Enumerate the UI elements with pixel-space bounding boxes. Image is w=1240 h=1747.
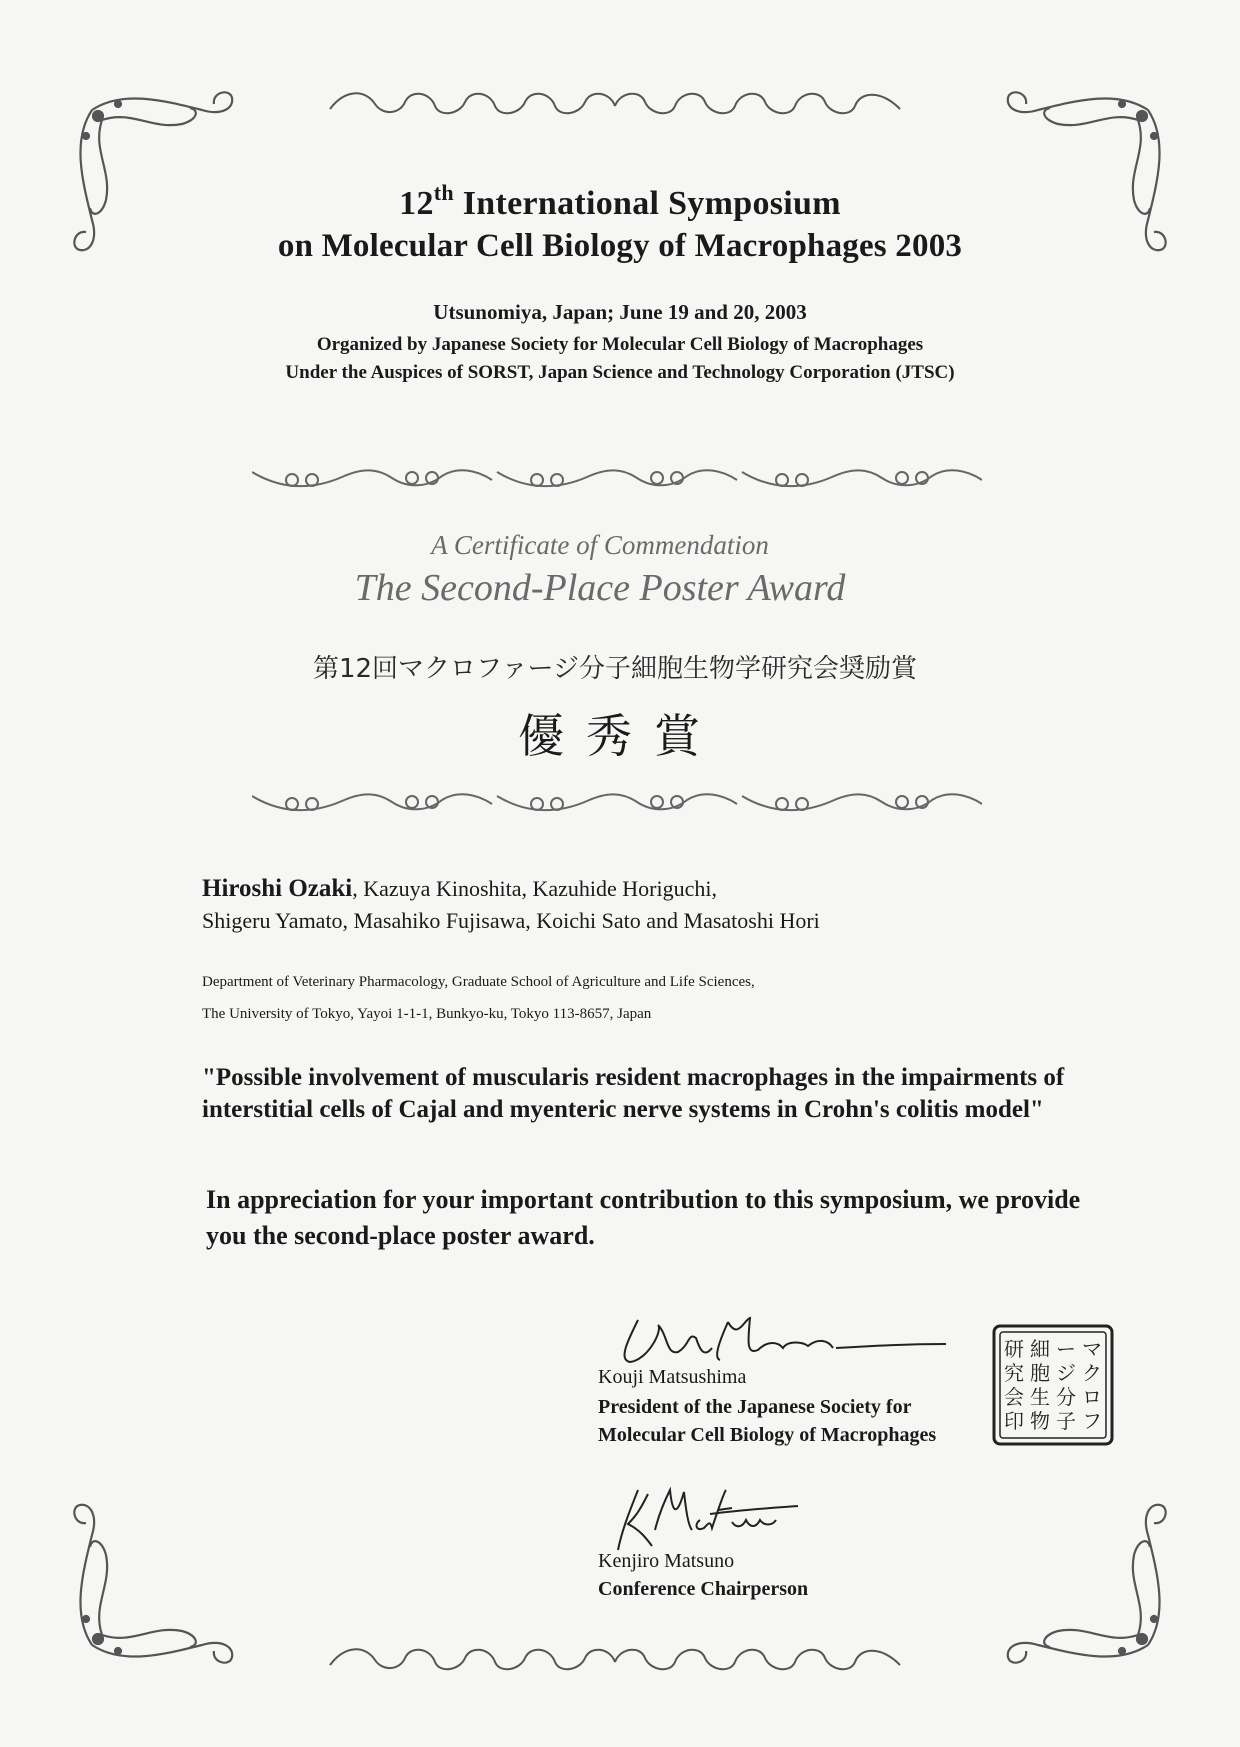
appreciation-statement: In appreciation for your important contribution to this symposium, we provide you the second-place poster award. [206, 1185, 1081, 1250]
award-japanese-title: 第12回マクロファージ分子細胞生物学研究会奨励賞 [312, 654, 918, 684]
svg-text:分: 分 [1056, 1385, 1076, 1409]
president-name: Kouji Matsushima [598, 1366, 747, 1388]
lead-author: Hiroshi Ozaki [202, 875, 353, 902]
scroll-divider-bottom [252, 786, 982, 816]
president-title-line1: President of the Japanese Society for [598, 1396, 912, 1418]
signature-president [608, 1310, 948, 1370]
poster-title: "Possible involvement of muscularis resident macrophages in the impairments of interstitial cells of Cajal and myenteric nerve systems in Crohn's colitis model" [202, 1064, 1065, 1123]
svg-text:ジ: ジ [1056, 1361, 1076, 1385]
symposium-title: 12th International Symposium [399, 180, 841, 222]
auspices-line: Under the Auspices of SORST, Japan Science and Technology Corporation (JTSC) [285, 362, 955, 383]
svg-text:研: 研 [1004, 1337, 1024, 1361]
symposium-title-line2: on Molecular Cell Biology of Macrophages 2003 [277, 228, 963, 264]
svg-text:印: 印 [1004, 1409, 1024, 1433]
svg-text:物: 物 [1030, 1409, 1050, 1433]
affiliation-line2: The University of Tokyo, Yayoi 1-1-1, Bunkyo-ku, Tokyo 113-8657, Japan [202, 1006, 652, 1022]
affiliation-line1: Department of Veterinary Pharmacology, Graduate School of Agriculture and Life Sciences, [202, 974, 755, 990]
svg-text:細: 細 [1030, 1337, 1050, 1361]
author-list-line2: Shigeru Yamato, Masahiko Fujisawa, Koichi Sato and Masatoshi Hori [202, 908, 820, 933]
scroll-divider-top [252, 462, 982, 492]
svg-text:生: 生 [1030, 1385, 1050, 1409]
award-japanese-prize: 優秀賞 [518, 709, 722, 763]
svg-text:ー: ー [1056, 1337, 1076, 1361]
president-title-line2: Molecular Cell Biology of Macrophages [598, 1424, 937, 1446]
svg-text:胞: 胞 [1030, 1361, 1050, 1385]
svg-text:究: 究 [1004, 1361, 1024, 1385]
author-list-line1: Hiroshi Ozaki, Kazuya Kinoshita, Kazuhide Horiguchi, [202, 875, 717, 902]
svg-text:ク: ク [1082, 1361, 1102, 1385]
venue-date: Utsunomiya, Japan; June 19 and 20, 2003 [433, 300, 807, 324]
organizer-line: Organized by Japanese Society for Molecular Cell Biology of Macrophages [316, 334, 924, 355]
corner-flourish-bottom-right [998, 1495, 1178, 1675]
corner-flourish-bottom-left [62, 1495, 242, 1675]
chairperson-title: Conference Chairperson [598, 1578, 809, 1600]
official-seal-stamp [990, 1322, 1116, 1448]
svg-text:フ: フ [1082, 1409, 1102, 1433]
swirl-border-bottom [325, 1640, 905, 1680]
swirl-border-top [325, 84, 905, 124]
svg-text:ロ: ロ [1082, 1385, 1102, 1409]
chairperson-name: Kenjiro Matsuno [598, 1550, 735, 1572]
svg-text:マ: マ [1082, 1337, 1102, 1361]
svg-text:会: 会 [1004, 1385, 1024, 1409]
certificate-label: A Certificate of Commendation [431, 530, 769, 560]
award-title: The Second-Place Poster Award [354, 567, 846, 609]
signature-chairperson [600, 1480, 800, 1560]
svg-text:子: 子 [1056, 1409, 1076, 1433]
